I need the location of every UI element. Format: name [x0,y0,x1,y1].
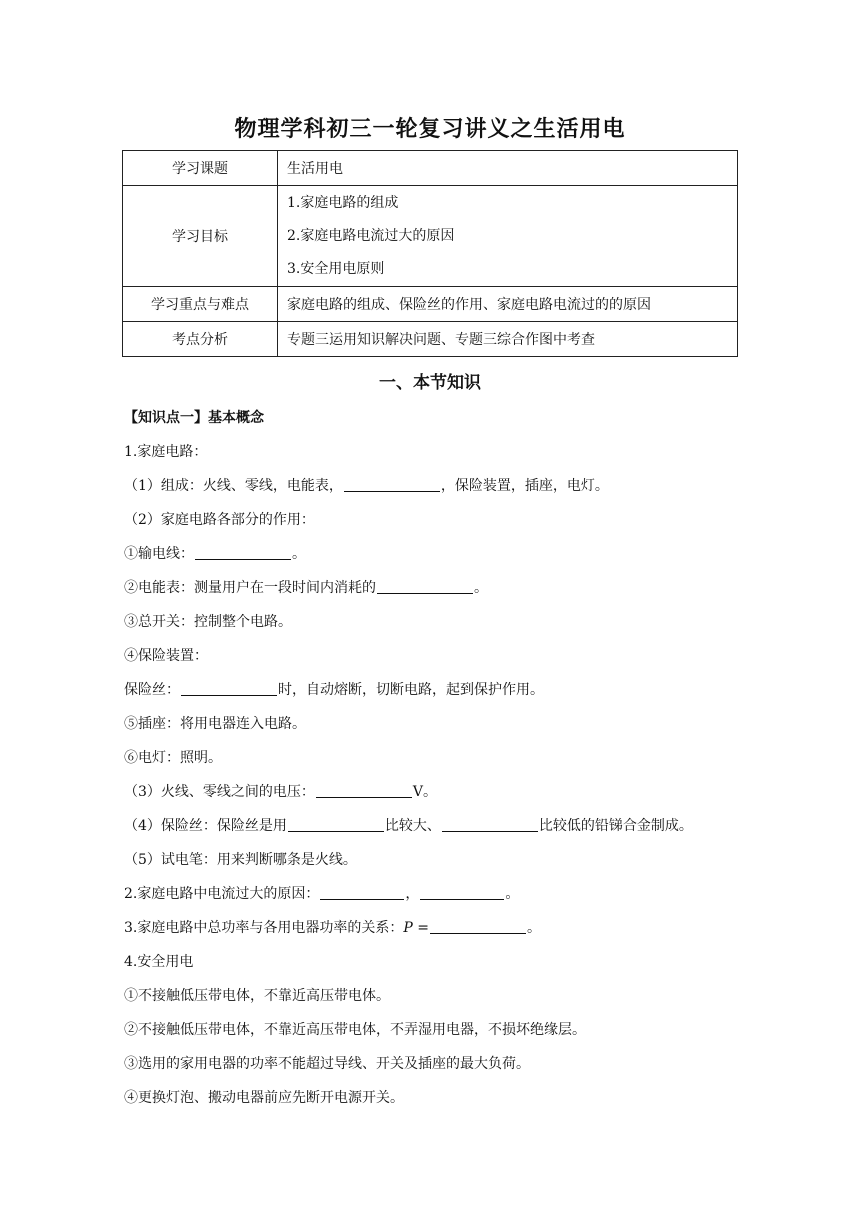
text-segment: （3）火线、零线之间的电压： [124,784,315,800]
text-segment: 3.家庭电路中总功率与各用电器功率的关系： [124,920,404,936]
text-segment: 2.家庭电路中电流过大的原因： [124,886,320,902]
text-line [124,914,764,948]
table-row [123,186,738,287]
text-line [124,812,764,846]
key-label: 学习重点与难点 [123,287,278,322]
text-segment: 。 [292,546,306,562]
text-line: ④保险装置： [124,648,208,664]
text-line: ②不接触低压带电体，不靠近高压带电体，不弄湿用电器，不损坏绝缘层。 [124,1022,586,1038]
page-title: 物理学科初三一轮复习讲义之生活用电 [234,116,626,142]
text-line: ①不接触低压带电体，不靠近高压带电体。 [124,988,390,1004]
text-line: （5）试电笔：用来判断哪条是火线。 [124,852,357,868]
text-segment: ②电能表：测量用户在一段时间内消耗的 [124,580,376,596]
table-row [123,322,738,357]
fill-blank[interactable] [195,545,291,560]
key-value: 家庭电路的组成、保险丝的作用、家庭电路电流过的的原因 [278,287,738,322]
goal-item: 2.家庭电路电流过大的原因 [287,227,455,244]
text-segment: ， [405,886,420,902]
exam-value: 专题三运用知识解决问题、专题三综合作图中考查 [278,322,738,357]
text-segment: V。 [412,784,438,800]
text-segment: 。 [526,920,541,936]
fill-blank[interactable] [181,681,277,696]
text-line: ④更换灯泡、搬动电器前应先断开电源开关。 [124,1090,404,1106]
text-line: （2）家庭电路各部分的作用： [124,512,315,528]
text-line: ⑤插座：将用电器连入电路。 [124,716,306,732]
content-body [124,404,764,1118]
text-segment: ，保险装置，插座，电灯。 [440,478,609,494]
text-line [124,574,764,608]
fill-blank[interactable] [316,783,412,798]
fill-blank[interactable] [420,885,504,900]
fill-blank[interactable] [377,579,473,594]
text-line [124,540,764,574]
section-heading: 一、本节知识 [379,373,481,393]
text-segment: 比较低的铅锑合金制成。 [538,818,693,834]
text-line: ⑥电灯：照明。 [124,750,222,766]
fill-blank[interactable] [430,919,526,934]
power-variable: P [403,920,413,936]
table-row [123,287,738,322]
text-segment: 时，自动熔断，切断电路，起到保护作用。 [278,682,544,698]
fill-blank[interactable] [344,477,440,492]
knowledge-point-heading: 【知识点一】基本概念 [124,410,264,426]
text-line: 1.家庭电路： [124,444,208,460]
text-segment: = [412,920,429,936]
fill-blank[interactable] [288,817,384,832]
text-segment: （4）保险丝：保险丝是用 [124,818,287,834]
goal-item: 3.安全用电原则 [287,260,385,277]
text-line [124,472,764,506]
text-line [124,676,764,710]
fill-blank[interactable] [442,817,538,832]
text-segment: 比较大、 [384,818,441,834]
course-label: 学习课题 [123,151,278,186]
text-line: 4.安全用电 [124,954,194,970]
goal-list [278,186,738,287]
text-segment: 。 [474,580,488,596]
text-segment: 。 [505,886,520,902]
table-row [123,151,738,186]
lesson-info-table [122,150,738,357]
text-line [124,880,764,914]
exam-label: 考点分析 [123,322,278,357]
fill-blank[interactable] [320,885,404,900]
text-line: ③选用的家用电器的功率不能超过导线、开关及插座的最大负荷。 [124,1056,530,1072]
goal-item: 1.家庭电路的组成 [287,194,399,211]
text-segment: ①输电线： [124,546,194,562]
text-segment: （1）组成：火线、零线，电能表， [124,478,343,494]
goal-label: 学习目标 [123,186,278,287]
text-line [124,778,764,812]
text-segment: 保险丝： [124,682,180,698]
course-value: 生活用电 [278,151,738,186]
text-line: ③总开关：控制整个电路。 [124,614,292,630]
